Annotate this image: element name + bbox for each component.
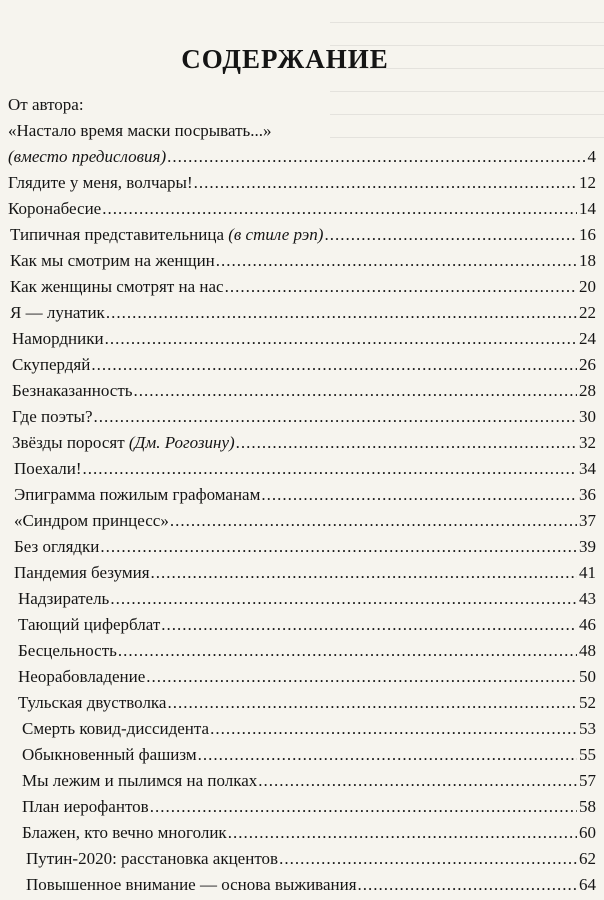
toc-entry-text: Пандемия безумия <box>14 563 150 582</box>
toc-entry <box>8 716 596 742</box>
toc-entry <box>8 196 596 222</box>
dot-leader <box>94 404 578 430</box>
toc-entry-note: (в стиле рэп) <box>228 225 324 244</box>
toc-entry <box>8 430 596 456</box>
toc-entry <box>8 482 596 508</box>
toc-entry-text: Коронабесие <box>8 199 102 218</box>
toc-entry-title <box>8 196 101 222</box>
toc-entry <box>8 456 596 482</box>
toc-page-number: 48 <box>579 641 596 660</box>
toc-page-number: 46 <box>579 615 596 634</box>
toc-entry-title <box>12 430 235 456</box>
toc-page-number: 28 <box>579 381 596 400</box>
toc-entry-title <box>12 352 90 378</box>
toc-page-number: 52 <box>579 693 596 712</box>
toc-entry-text: Я — лунатик <box>10 303 105 322</box>
toc-entry-text: Бесцельность <box>18 641 117 660</box>
toc-page-number: 24 <box>579 329 596 348</box>
dot-leader <box>210 716 577 742</box>
toc-entry-note: (Дм. Рогозину) <box>128 433 235 452</box>
toc-entry-title <box>10 274 224 300</box>
toc-entry-title <box>18 586 109 612</box>
toc-entry-text: «Синдром принцесс» <box>14 511 169 530</box>
toc-entry <box>8 560 596 586</box>
toc-entry-text: Скупердяй <box>12 355 91 374</box>
toc-page-number: 53 <box>579 719 596 738</box>
toc-entry-title <box>8 144 166 170</box>
toc-entry-text: План иерофантов <box>22 797 149 816</box>
toc-entry-text: Эпиграмма пожилым графоманам <box>14 485 261 504</box>
dot-leader <box>258 768 577 794</box>
toc-entry <box>8 170 596 196</box>
toc-page-number: 30 <box>579 407 596 426</box>
toc-entry-text: Как мы смотрим на женщин <box>10 251 215 270</box>
toc-entry <box>8 742 596 768</box>
toc-entry-text: Тающий циферблат <box>18 615 161 634</box>
toc-entry <box>8 586 596 612</box>
toc-page-number: 4 <box>587 147 596 166</box>
dot-leader <box>358 872 577 898</box>
dot-leader <box>236 430 577 456</box>
toc-entry-text: Глядите у меня, волчары! <box>8 173 193 192</box>
toc-entry <box>8 794 596 820</box>
toc-entry-title <box>22 742 197 768</box>
toc-page-number: 58 <box>579 797 596 816</box>
dot-leader <box>91 352 577 378</box>
toc-entry-text: Неорабовладение <box>18 667 146 686</box>
page-title: СОДЕРЖАНИЕ <box>181 44 389 75</box>
toc-entry-text: Где поэты? <box>12 407 93 426</box>
toc-entry-title <box>12 404 93 430</box>
toc-entry <box>8 872 596 898</box>
toc-entry-text: Надзиратель <box>18 589 110 608</box>
dot-leader <box>150 794 577 820</box>
toc-entry-text: Обыкновенный фашизм <box>22 745 197 764</box>
toc-entry <box>8 404 596 430</box>
toc-page-number: 16 <box>579 225 596 244</box>
toc-entry <box>8 820 596 846</box>
toc-entry-title <box>18 612 160 638</box>
dot-leader <box>110 586 577 612</box>
toc-entry-text: Блажен, кто вечно многолик <box>22 823 227 842</box>
toc-entry-title <box>18 690 166 716</box>
toc-entry <box>8 664 596 690</box>
toc-entry <box>8 378 596 404</box>
toc-entry-title <box>12 378 133 404</box>
toc-entry-text: Без оглядки <box>14 537 100 556</box>
toc-entry-title <box>14 456 82 482</box>
toc-page-number: 60 <box>579 823 596 842</box>
toc-entry <box>8 300 596 326</box>
toc-page-number: 18 <box>579 251 596 270</box>
toc-entry-title <box>22 794 149 820</box>
toc-entry-text: Звёзды поросят <box>12 433 129 452</box>
toc-entry <box>8 274 596 300</box>
toc-entry-title <box>8 118 272 144</box>
toc-entry <box>8 768 596 794</box>
toc-entry-text: От автора: <box>8 95 84 114</box>
dot-leader <box>146 664 577 690</box>
toc-entry-title <box>12 326 104 352</box>
toc-page-number: 14 <box>579 199 596 218</box>
dot-leader <box>151 560 577 586</box>
toc-entry-text: Поехали! <box>14 459 82 478</box>
dot-leader <box>102 196 577 222</box>
toc-entry <box>8 612 596 638</box>
toc-entry <box>8 222 596 248</box>
dot-leader <box>118 638 577 664</box>
toc-page-number: 36 <box>579 485 596 504</box>
toc-entry-text: Безнаказанность <box>12 381 133 400</box>
toc-entry-text: Как женщины смотрят на нас <box>10 277 224 296</box>
toc-entry-title <box>10 248 215 274</box>
toc-entry <box>8 118 596 144</box>
dot-leader <box>324 222 577 248</box>
dot-leader <box>261 482 577 508</box>
toc-page-number: 64 <box>579 875 596 894</box>
toc-entry-title <box>14 508 169 534</box>
toc-entry-text: «Настало время маски посрывать...» <box>8 121 272 140</box>
dot-leader <box>170 508 577 534</box>
toc-entry <box>8 846 596 872</box>
dot-leader <box>279 846 577 872</box>
toc-page-number: 39 <box>579 537 596 556</box>
toc-entry <box>8 638 596 664</box>
toc-entry-text: Повышенное внимание — основа выживания <box>26 875 357 894</box>
dot-leader <box>225 274 577 300</box>
toc-entry-title <box>22 716 209 742</box>
toc-entry-title <box>10 222 323 248</box>
toc-entry-title <box>22 768 257 794</box>
toc-entry <box>8 92 596 118</box>
toc-entry <box>8 352 596 378</box>
toc-entry-title <box>8 92 84 118</box>
toc-entry-note: (вместо предисловия) <box>8 147 167 166</box>
dot-leader <box>106 300 577 326</box>
toc-entry-title <box>22 820 227 846</box>
toc-page-number: 32 <box>579 433 596 452</box>
dot-leader <box>100 534 577 560</box>
toc-page-number: 41 <box>579 563 596 582</box>
toc-page-number: 20 <box>579 277 596 296</box>
toc-entry-text: Тульская двустволка <box>18 693 167 712</box>
toc-entry-title <box>8 170 193 196</box>
toc-entry-text: Путин-2020: расстановка акцентов <box>26 849 279 868</box>
toc-page-number: 34 <box>579 459 596 478</box>
dot-leader <box>105 326 577 352</box>
toc-entry-title <box>14 534 99 560</box>
toc-page-number: 26 <box>579 355 596 374</box>
dot-leader <box>134 378 577 404</box>
toc-entry-title <box>10 300 105 326</box>
dot-leader <box>167 144 585 170</box>
toc-entry-title <box>26 846 278 872</box>
toc-entry-title <box>14 560 150 586</box>
toc-entry <box>8 326 596 352</box>
dot-leader <box>194 170 577 196</box>
toc-entry-text: Намордники <box>12 329 104 348</box>
toc-page-number: 57 <box>579 771 596 790</box>
toc-page-number: 62 <box>579 849 596 868</box>
dot-leader <box>83 456 577 482</box>
dot-leader <box>167 690 577 716</box>
toc-page-number: 55 <box>579 745 596 764</box>
dot-leader <box>161 612 577 638</box>
toc-entry-text: Мы лежим и пылимся на полках <box>22 771 258 790</box>
toc-entry <box>8 508 596 534</box>
toc-page-number: 43 <box>579 589 596 608</box>
toc-entry <box>8 144 596 170</box>
toc-entry-text: Смерть ковид-диссидента <box>22 719 210 738</box>
toc-entry-title <box>26 872 357 898</box>
toc-entry <box>8 534 596 560</box>
dot-leader <box>228 820 577 846</box>
toc-page-number: 22 <box>579 303 596 322</box>
toc-page-number: 37 <box>579 511 596 530</box>
table-of-contents <box>8 92 596 898</box>
toc-entry-title <box>18 664 145 690</box>
toc-page-number: 50 <box>579 667 596 686</box>
toc-entry-title <box>14 482 260 508</box>
toc-page-number: 12 <box>579 173 596 192</box>
toc-entry-text: Типичная представительница <box>10 225 229 244</box>
toc-entry <box>8 690 596 716</box>
dot-leader <box>216 248 577 274</box>
toc-entry-title <box>18 638 117 664</box>
toc-entry <box>8 248 596 274</box>
dot-leader <box>198 742 577 768</box>
